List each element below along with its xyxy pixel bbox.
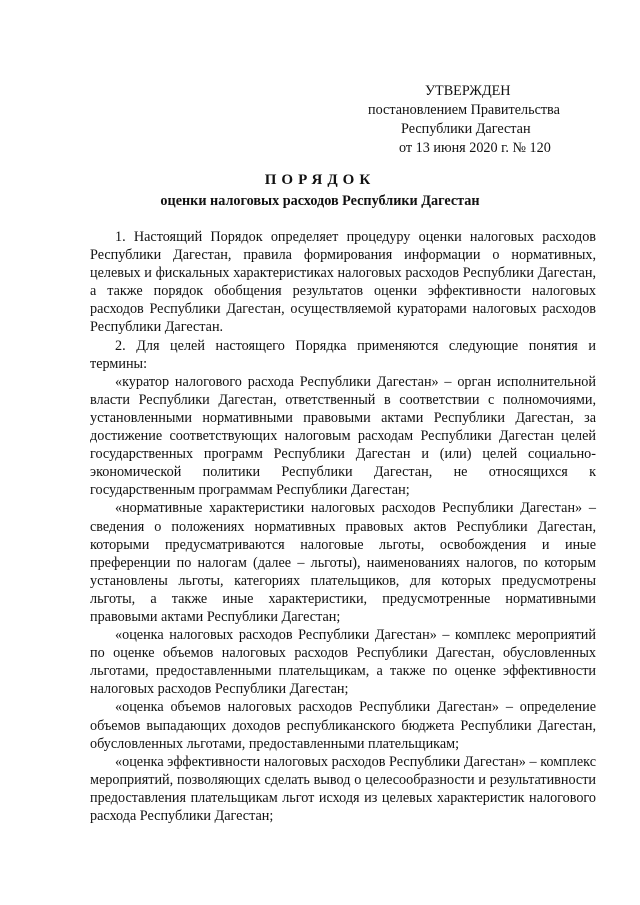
paragraph-1: 1. Настоящий Порядок определяет процедуру оценки налоговых расходов Республики Дагестан, правила формирования информации о нормативных, целевых и фискальных характеристиках налоговых расходов Республики Дагестан, а также порядок обобщения результатов оценки эффективности налоговых расходов Республики Дагестан, осуществляемой кураторами налоговых расходов Республики Дагестан. bbox=[90, 229, 596, 336]
definition-normative-characteristics: «нормативные характеристики налоговых расходов Республики Дагестан» – сведения о положениях нормативных правовых актов Республики Дагестан, которыми предусматриваются налоговые льготы, освобождения и иные преференции по налогам (далее – льготы), наименованиях налогов, по которым установлены льготы, категориях плательщиков, для которых предусмотрены льготы, а также иные характеристики, предусмотренные нормативными правовыми актами Республики Дагестан; bbox=[90, 500, 596, 625]
approval-line-date: от 13 июня 2020 г. № 120 bbox=[399, 140, 551, 156]
definition-volume-assessment: «оценка объемов налоговых расходов Республики Дагестан» – определение объемов выпадающих доходов республиканского бюджета Республики Дагестан, обусловленных льготами, предоставленными плательщикам; bbox=[90, 699, 596, 752]
approval-stamp bbox=[330, 82, 630, 158]
definition-curator: «куратор налогового расхода Республики Дагестан» – орган исполнительной власти Республики Дагестан, ответственный в соответствии с полномочиями, установленными нормативными правовыми актами Республики Дагестан, за достижение соответствующих налоговым расходам Республики Дагестан целей государственных программ Республики Дагестан и (или) целей социально-экономической политики Республики Дагестан, не относящихся к государственным программам Республики Дагестан; bbox=[90, 373, 596, 499]
document-body bbox=[90, 228, 596, 825]
definition-efficiency-assessment: «оценка эффективности налоговых расходов Республики Дагестан» – комплекс мероприятий, позволяющих сделать вывод о целесообразности и результативности предоставления плательщикам льгот исходя из целевых характеристик налогового расхода Республики Дагестан; bbox=[90, 753, 596, 824]
approval-line-resolution: постановлением Правительства bbox=[368, 102, 560, 118]
approval-heading: УТВЕРЖДЕН bbox=[425, 83, 511, 99]
document-subtitle: оценки налоговых расходов Республики Дагестан bbox=[160, 193, 480, 209]
paragraph-2: 2. Для целей настоящего Порядка применяются следующие понятия и термины: bbox=[90, 337, 596, 372]
approval-line-republic: Республики Дагестан bbox=[401, 121, 531, 137]
definition-tax-expense-assessment: «оценка налоговых расходов Республики Дагестан» – комплекс мероприятий по оценке объемов налоговых расходов Республики Дагестан, обусловленных льготами, предоставленными плательщикам, а также по оценке эффективности налоговых расходов Республики Дагестан; bbox=[90, 627, 596, 698]
document-title: ПОРЯДОК bbox=[264, 172, 376, 188]
